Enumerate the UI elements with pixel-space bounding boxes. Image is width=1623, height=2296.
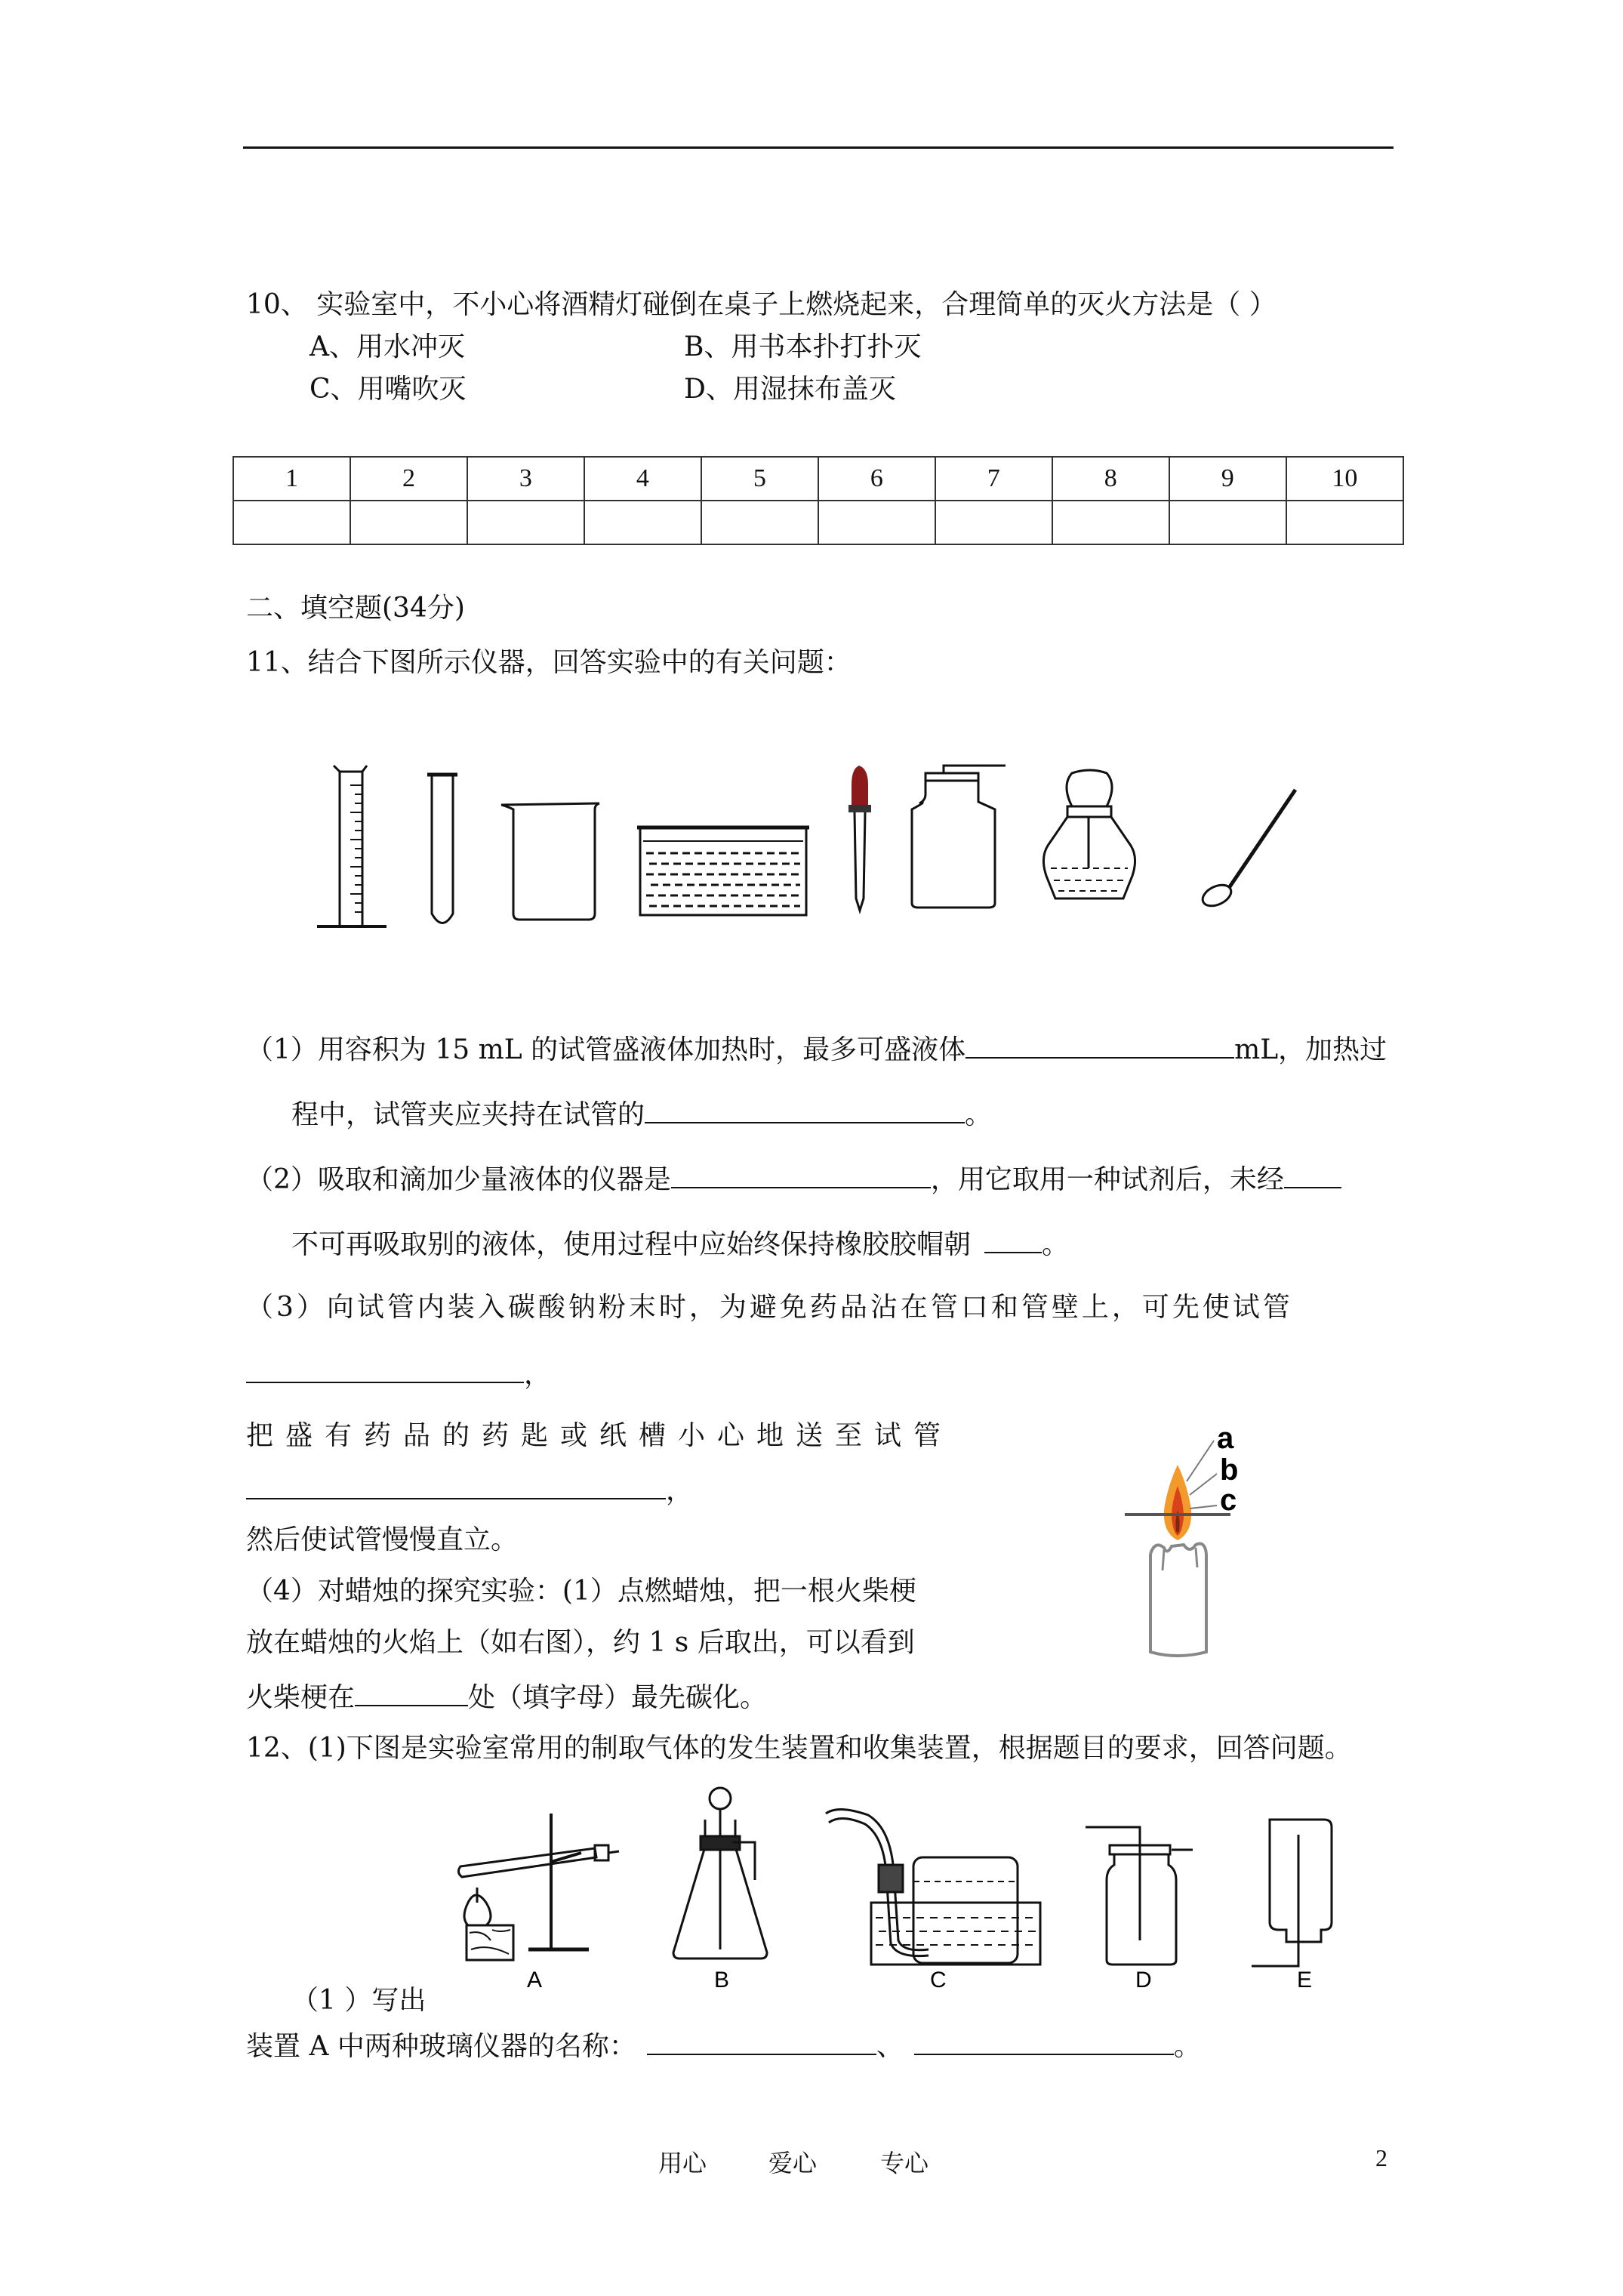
answer-header-cell: 5 xyxy=(701,457,818,501)
q11-p2-text-c: 不可再吸取别的液体，使用过程中应始终保持橡胶胶帽朝 xyxy=(291,1229,972,1260)
q12-p1-blank-instrument2[interactable] xyxy=(914,2028,1174,2055)
flame-label-a: a xyxy=(1217,1422,1234,1455)
answer-table-header-row xyxy=(233,457,1403,501)
answer-cell[interactable] xyxy=(701,501,818,544)
q12-p1-text-c: 、 xyxy=(876,2031,904,2062)
dropper-bottle-icon xyxy=(912,766,1006,908)
answer-table-answer-row xyxy=(233,501,1403,544)
gas-apparatus-figure xyxy=(445,1782,1381,2001)
q10-option-c: C、用嘴吹灭 xyxy=(310,374,467,405)
q11-p1-text-d: 。 xyxy=(965,1099,993,1130)
apparatus-label-e: E xyxy=(1297,1968,1313,1992)
answer-header-cell: 9 xyxy=(1169,457,1286,501)
q10-option-a: A、用水冲灭 xyxy=(310,331,465,362)
q11-p4-text-c: 火柴梗在 xyxy=(246,1682,356,1713)
header-rule xyxy=(243,146,1394,149)
apparatus-c-icon xyxy=(826,1809,1040,1965)
q11-p1-text-b: mL，加热过 xyxy=(1234,1034,1387,1065)
beaker-icon xyxy=(501,803,599,920)
candle-body-icon xyxy=(1150,1544,1206,1657)
q11-p3-blank-bottom[interactable] xyxy=(246,1472,666,1499)
footer-item: 爱心 xyxy=(768,2149,818,2177)
q11-part1-line2 xyxy=(291,1096,992,1132)
q12-p1-blank-instrument1[interactable] xyxy=(647,2028,876,2055)
q11-p2-blank-direction[interactable] xyxy=(984,1226,1042,1253)
apparatus-d-icon xyxy=(1086,1827,1193,1965)
q11-stem: 11、结合下图所示仪器，回答实验中的有关问题： xyxy=(246,647,852,678)
q11-part4-line3 xyxy=(246,1679,767,1715)
answer-cell[interactable] xyxy=(1052,501,1169,544)
q11-p2-text-a: （2）吸取和滴加少量液体的仪器是 xyxy=(246,1164,671,1195)
q12-p1-text-d: 。 xyxy=(1173,2031,1201,2062)
flame-label-b: b xyxy=(1220,1453,1239,1487)
answer-cell[interactable] xyxy=(233,501,350,544)
answer-header-cell: 6 xyxy=(818,457,935,501)
answer-header-cell: 1 xyxy=(233,457,350,501)
answer-header-cell: 4 xyxy=(584,457,701,501)
q11-p1-text-c: 程中，试管夹应夹持在试管的 xyxy=(291,1099,645,1130)
q11-p1-blank-position[interactable] xyxy=(645,1096,965,1123)
candle-flame-figure xyxy=(1117,1419,1261,1661)
footer-item: 用心 xyxy=(658,2149,707,2177)
q11-part3-line2 xyxy=(246,1356,551,1391)
answer-header-cell: 7 xyxy=(935,457,1052,501)
q10-question: 10、 实验室中，不小心将酒精灯碰倒在桌子上燃烧起来，合理简单的灭火方法是（ ） xyxy=(246,289,1277,320)
apparatus-label-d: D xyxy=(1135,1968,1152,1992)
lab-instruments-figure xyxy=(317,763,1313,936)
q12-stem: 12、(1)下图是实验室常用的制取气体的发生装置和收集装置，根据题目的要求，回答问题。 xyxy=(246,1733,1352,1764)
dropper-icon xyxy=(848,766,871,911)
apparatus-e-icon xyxy=(1252,1820,1332,1966)
q12-p1-text-a: （1 ）写出 xyxy=(291,1985,427,2016)
answer-cell[interactable] xyxy=(467,501,584,544)
q10-option-b: B、用书本扑打扑灭 xyxy=(684,331,922,362)
q11-p3-text-b: ， xyxy=(524,1359,552,1390)
page-number: 2 xyxy=(1375,2144,1387,2171)
q11-p3-text-a: （3）向试管内装入碳酸钠粉末时，为避免药品沾在管口和管壁上，可先使试管 xyxy=(246,1292,1293,1323)
q11-p3-blank-tilt[interactable] xyxy=(246,1356,524,1383)
q11-p4-blank-letter[interactable] xyxy=(355,1679,468,1706)
water-trough-icon xyxy=(637,827,809,915)
footer-item: 专心 xyxy=(880,2149,929,2177)
alcohol-lamp-icon xyxy=(1043,770,1135,898)
q12-part1-line2 xyxy=(246,2028,1201,2063)
answer-header-cell: 3 xyxy=(467,457,584,501)
apparatus-label-c: C xyxy=(930,1968,947,1992)
q11-part2-line1 xyxy=(246,1161,1341,1197)
answer-cell[interactable] xyxy=(1286,501,1403,544)
q11-part3-line4 xyxy=(246,1472,693,1508)
q11-p1-text-a: （1）用容积为 15 mL 的试管盛液体加热时，最多可盛液体 xyxy=(246,1034,966,1065)
q11-p3-text-c: 把盛有药品的药匙或纸槽小心地送至试管 xyxy=(246,1420,953,1451)
answer-header-cell: 8 xyxy=(1052,457,1169,501)
answer-cell[interactable] xyxy=(818,501,935,544)
apparatus-a-icon xyxy=(458,1814,619,1960)
q10-option-d: D、用湿抹布盖灭 xyxy=(684,374,896,405)
q11-p3-text-e: 然后使试管慢慢直立。 xyxy=(246,1524,519,1555)
section2-title: 二、填空题(34分) xyxy=(246,593,465,624)
q12-p1-text-b: 装置 A 中两种玻璃仪器的名称： xyxy=(246,2031,636,2062)
answer-cell[interactable] xyxy=(584,501,701,544)
q11-p2-text-d: 。 xyxy=(1042,1229,1070,1260)
candle-flame-icon xyxy=(1164,1465,1191,1540)
apparatus-b-icon xyxy=(673,1788,767,1959)
q11-p2-text-b: ，用它取用一种试剂后，未经 xyxy=(930,1164,1284,1195)
spatula-spoon-icon xyxy=(1200,790,1295,910)
flame-label-c: c xyxy=(1220,1484,1237,1517)
q11-p2-blank-instrument[interactable] xyxy=(671,1161,931,1188)
answer-table xyxy=(233,456,1404,545)
answer-cell[interactable] xyxy=(935,501,1052,544)
q11-p4-text-d: 处（填字母）最先碳化。 xyxy=(468,1682,768,1713)
graduated-cylinder-icon xyxy=(317,766,387,926)
apparatus-label-a: A xyxy=(527,1968,543,1992)
q11-part2-line2 xyxy=(291,1226,1069,1262)
q11-p1-blank-volume[interactable] xyxy=(965,1031,1234,1059)
q11-p3-text-d: ， xyxy=(666,1475,694,1506)
apparatus-label-b: B xyxy=(714,1968,730,1992)
answer-header-cell: 2 xyxy=(350,457,467,501)
test-tube-icon xyxy=(427,775,457,923)
answer-cell[interactable] xyxy=(1169,501,1286,544)
q11-p4-text-a: （4）对蜡烛的探究实验：(1）点燃蜡烛，把一根火柴梗 xyxy=(246,1576,916,1607)
q11-p4-text-b: 放在蜡烛的火焰上（如右图），约 1 s 后取出，可以看到 xyxy=(246,1627,915,1658)
q11-part1-line1 xyxy=(246,1031,1387,1067)
answer-cell[interactable] xyxy=(350,501,467,544)
q11-p2-blank-rinse[interactable] xyxy=(1284,1161,1341,1188)
answer-header-cell: 10 xyxy=(1286,457,1403,501)
